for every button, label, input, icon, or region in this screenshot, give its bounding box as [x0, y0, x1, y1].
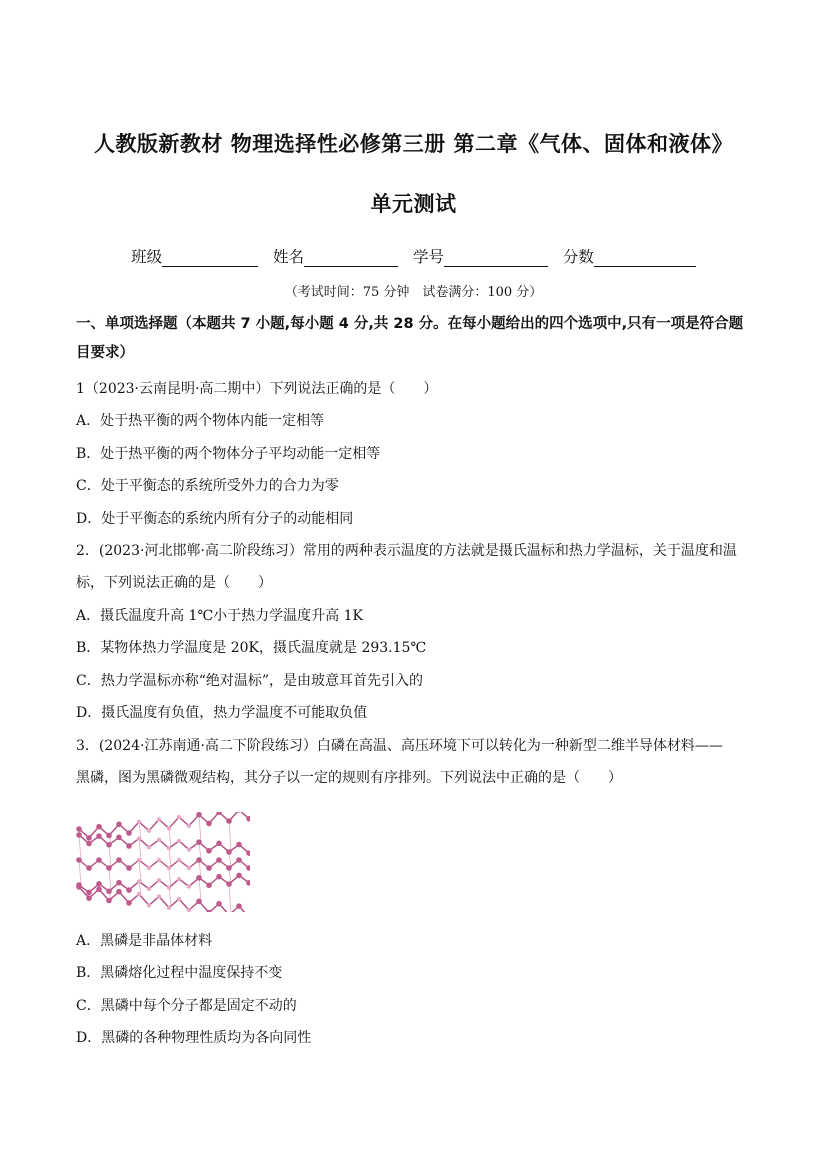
bond	[139, 860, 141, 881]
option-c: C．黑磷中每个分子都是固定不动的	[76, 998, 297, 1014]
option-c: C．热力学温标亦称“绝对温标”，是由玻意耳首先引入的	[76, 673, 424, 689]
atom	[116, 821, 122, 827]
atom	[116, 857, 122, 863]
option-d: D．黑磷的各种物理性质均为各向同性	[76, 1030, 312, 1046]
score-blank[interactable]	[594, 248, 696, 267]
atom	[157, 817, 161, 821]
question-stem-cont: 标，下列说法正确的是（ ）	[76, 575, 272, 591]
bond	[109, 845, 111, 868]
atom	[96, 833, 102, 839]
score-field	[563, 245, 696, 267]
atom	[236, 857, 242, 863]
atom	[177, 877, 181, 881]
atom	[76, 857, 82, 863]
atom	[177, 839, 181, 843]
atom	[177, 815, 181, 819]
atom	[96, 857, 102, 863]
bond	[229, 884, 231, 912]
bond	[199, 878, 201, 901]
class-label: 班级	[131, 248, 163, 266]
document-title: 人教版新教材 物理选择性必修第三册 第二章《气体、固体和液体》	[93, 132, 734, 156]
bond	[179, 899, 189, 910]
atom	[216, 901, 222, 907]
atom	[167, 906, 171, 910]
bond	[139, 839, 141, 860]
option-a: A．摄氏温度升高 1℃小于热力学温度升高 1K	[76, 608, 363, 624]
atom	[167, 846, 171, 850]
class-blank[interactable]	[162, 248, 258, 267]
atom	[187, 884, 191, 888]
atom	[196, 839, 202, 845]
atom	[226, 865, 232, 871]
atom	[137, 879, 141, 883]
option-d: D．处于平衡态的系统内所有分子的动能相同	[76, 511, 354, 527]
atom	[147, 828, 151, 832]
student-id-field	[413, 245, 548, 267]
name-blank[interactable]	[304, 248, 398, 267]
student-info-row	[0, 245, 827, 267]
atom	[147, 887, 151, 891]
student-id-label: 学号	[412, 248, 444, 266]
atom	[106, 865, 112, 871]
atom	[196, 875, 202, 881]
atom	[216, 857, 222, 863]
atom	[137, 892, 141, 896]
atom	[116, 889, 122, 895]
atom	[216, 841, 222, 847]
atom	[196, 857, 202, 863]
atom	[147, 845, 151, 849]
bond	[159, 897, 169, 908]
atom	[167, 826, 171, 830]
atom	[167, 866, 171, 870]
atom	[206, 821, 212, 827]
atom	[206, 848, 212, 854]
atom	[147, 866, 151, 870]
atom	[236, 903, 242, 909]
bond	[139, 894, 149, 905]
atom	[157, 878, 161, 882]
atom	[86, 865, 92, 871]
atom	[106, 888, 112, 894]
atom	[157, 858, 161, 862]
atom	[96, 824, 102, 830]
option-a: A．黑磷是非晶体材料	[76, 933, 213, 949]
section-heading: 一、单项选择题（本题共 7 小题,每小题 4 分,共 28 分。在每小题给出的四个选项中,只有一项是符合题目要求）	[76, 316, 744, 361]
atom	[106, 898, 112, 904]
option-d: D．摄氏温度有负值，热力学温度不可能取负值	[76, 705, 368, 721]
bond	[149, 819, 159, 830]
class-field	[131, 245, 258, 267]
atom	[76, 826, 82, 832]
atom	[206, 882, 212, 888]
atom	[116, 880, 122, 886]
atom	[76, 884, 82, 890]
bond	[169, 888, 171, 908]
bond	[229, 821, 231, 852]
bond	[169, 848, 171, 868]
option-b: B．黑磷熔化过程中温度保持不变	[76, 965, 283, 981]
bond	[109, 868, 111, 891]
atom	[96, 881, 102, 887]
atom	[106, 842, 112, 848]
option-c: C．处于平衡态的系统所受外力的合力为零	[76, 478, 339, 494]
atom	[86, 841, 92, 847]
atom	[157, 838, 161, 842]
atom	[126, 887, 132, 893]
atom	[126, 865, 132, 871]
atom	[177, 858, 181, 862]
atom	[177, 897, 181, 901]
atom	[206, 865, 212, 871]
atom	[137, 820, 141, 824]
exam-note: （考试时间：75 分钟 试卷满分：100 分）	[284, 285, 543, 300]
atom	[226, 881, 232, 887]
bond	[169, 828, 171, 848]
atom	[137, 858, 141, 862]
atom	[196, 812, 202, 817]
atom	[196, 899, 202, 905]
question-stem: 2．(2023·河北邯郸·高二阶段练习）常用的两种表示温度的方法就是摄氏温标和热力学温标，关于温度和温	[76, 543, 737, 559]
question-stem: 3．(2024·江苏南通·高二下阶段练习）白磷在高温、高压环境下可以转化为一种新型二维半导体材料——	[76, 738, 723, 754]
black-phosphorus-structure-figure	[76, 812, 250, 912]
atom	[187, 866, 191, 870]
atom	[96, 887, 102, 893]
atom	[167, 885, 171, 889]
atom	[126, 830, 132, 836]
bond	[79, 835, 81, 860]
atom	[106, 833, 112, 839]
option-b: B．处于热平衡的两个物体分子平均动能一定相等	[76, 446, 381, 462]
atom	[147, 903, 151, 907]
atom	[86, 835, 92, 841]
option-b: B．某物体热力学温度是 20K，摄氏温度就是 293.15℃	[76, 640, 427, 656]
bond	[79, 860, 81, 885]
atom	[116, 835, 122, 841]
atom	[86, 895, 92, 901]
atom	[126, 843, 132, 849]
molecule-layers	[76, 812, 250, 912]
name-label: 姓名	[273, 248, 305, 266]
atom	[236, 842, 242, 848]
atom	[86, 890, 92, 896]
bond	[169, 817, 179, 828]
option-a: A．处于热平衡的两个物体内能一定相等	[76, 413, 325, 429]
question-stem-cont: 黑磷，图为黑磷微观结构，其分子以一定的规则有序排列。下列说法中正确的是（ ）	[76, 770, 622, 786]
score-label: 分数	[562, 248, 594, 266]
atom	[126, 900, 132, 906]
bond	[199, 815, 201, 842]
atom	[226, 849, 232, 855]
atom	[187, 847, 191, 851]
document-subtitle: 单元测试	[370, 192, 457, 216]
atom	[187, 824, 191, 828]
student-id-blank[interactable]	[444, 248, 548, 267]
bond	[169, 868, 171, 888]
atom	[236, 873, 242, 879]
name-field	[273, 245, 398, 267]
atom	[76, 832, 82, 838]
atom	[157, 894, 161, 898]
atom	[226, 818, 232, 824]
atom	[137, 836, 141, 840]
bond	[139, 822, 141, 839]
atom	[216, 874, 222, 880]
question-stem: 1（2023·云南昆明·高二期中）下列说法正确的是（ ）	[76, 381, 438, 397]
